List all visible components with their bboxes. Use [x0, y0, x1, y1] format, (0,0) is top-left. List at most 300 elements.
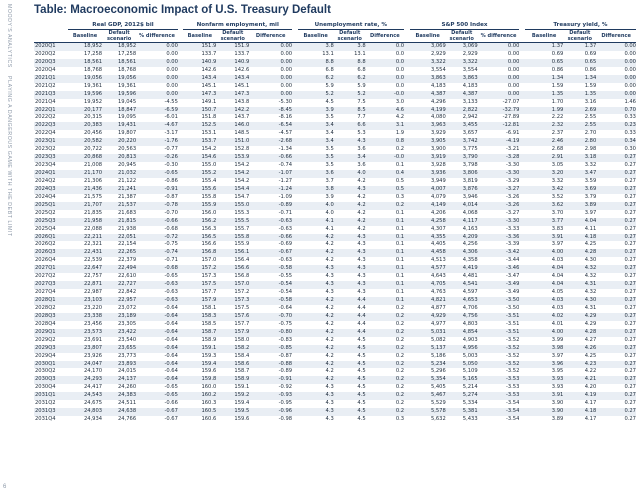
table-cell: 4,014	[446, 202, 478, 210]
table-cell: 21,008	[83, 162, 103, 169]
table-cell: 0.2	[395, 304, 405, 311]
table-cell: 4.04	[525, 281, 563, 289]
table-cell: 154.7	[234, 193, 250, 200]
table-cell: -0.75	[278, 320, 293, 327]
table-cell: 4.20	[584, 384, 597, 391]
table-cell: 4,419	[446, 265, 478, 273]
table-cell: -0.54	[249, 281, 292, 289]
table-cell: 5,082	[430, 336, 446, 343]
table-row	[34, 194, 636, 202]
table-cell: 142.2	[216, 107, 249, 115]
table-cell: 3.89	[563, 202, 596, 210]
table-cell: 5.9	[325, 82, 334, 89]
table-cell: 0.30	[624, 146, 636, 153]
table-cell: 0.8	[366, 138, 404, 146]
table-row	[34, 400, 636, 408]
row-quarter: 2027Q3	[34, 281, 68, 289]
table-cell: 0.1	[395, 289, 405, 296]
table-cell: 2.68	[551, 146, 564, 153]
row-quarter: 2030Q2	[35, 368, 56, 375]
col-header-default: Default scenario	[563, 30, 596, 43]
table-cell: -3.54	[505, 416, 520, 423]
table-cell: -1.76	[136, 138, 178, 146]
row-quarter: 2021Q2	[35, 82, 56, 89]
table-cell: 1.37	[525, 43, 563, 51]
table-cell: 0.2	[366, 345, 404, 353]
table-cell: -0.66	[249, 234, 292, 242]
table-cell: 4.04	[551, 273, 564, 280]
table-cell: 3,919	[410, 154, 446, 162]
table-cell: 24,638	[102, 408, 136, 416]
table-cell: -0.65	[164, 384, 178, 391]
table-cell: 5,234	[410, 361, 446, 369]
table-cell: 4.2	[325, 241, 334, 248]
table-cell: -0.71	[164, 257, 178, 264]
table-cell: 5,186	[430, 352, 446, 359]
table-cell: 3.98	[525, 345, 563, 353]
table-cell: 5,214	[462, 384, 478, 391]
table-cell: 3.83	[551, 225, 564, 232]
table-cell: 5,334	[462, 400, 478, 407]
table-cell: 4.31	[563, 281, 596, 289]
table-cell: 6.2	[298, 75, 334, 83]
table-cell: 4,481	[462, 273, 478, 280]
table-cell: 153.7	[183, 138, 216, 146]
table-cell: 4.3	[298, 408, 334, 416]
table-cell: 0.70	[596, 107, 636, 115]
table-cell: 3.99	[551, 336, 564, 343]
table-cell: 3,069	[410, 43, 446, 51]
table-cell: 156.2	[183, 218, 216, 226]
col-header-diff: Difference	[366, 30, 404, 43]
table-cell: 151.0	[216, 138, 249, 146]
table-cell: 0.2	[395, 400, 405, 407]
table-cell: -0.78	[136, 202, 178, 210]
table-cell: -0.63	[136, 297, 178, 305]
col-header-default: Default scenario	[216, 30, 249, 43]
table-cell: 1.37	[563, 43, 596, 51]
table-cell: 5,296	[430, 368, 446, 375]
table-cell: 145.1	[234, 82, 250, 89]
table-cell: 3.69	[563, 186, 596, 194]
table-cell: 24,137	[102, 376, 136, 384]
table-cell: 3.32	[584, 162, 597, 169]
table-cell: 157.9	[183, 297, 216, 305]
table-cell: 158.2	[216, 345, 249, 353]
table-cell: 4.2	[325, 320, 334, 327]
table-cell: -0.63	[249, 218, 292, 226]
table-cell: 4.30	[563, 297, 596, 305]
table-cell: 3.52	[551, 193, 564, 200]
table-cell: 18,561	[68, 59, 102, 67]
table-cell: -3.49	[478, 281, 520, 289]
table-cell: 4.0	[298, 202, 334, 210]
table-cell: 4,306	[446, 249, 478, 257]
table-cell: 23,773	[117, 352, 137, 359]
table-row	[34, 384, 636, 392]
table-cell: 0.2	[395, 336, 405, 343]
row-quarter: 2028Q3	[34, 313, 68, 321]
table-cell: -6.01	[164, 114, 178, 121]
table-cell: 4.2	[298, 234, 334, 242]
table-cell: 17,258	[83, 50, 103, 57]
table-cell: 0.2	[395, 384, 405, 391]
table-cell: 24,383	[102, 392, 136, 400]
table-cell: 0.1	[395, 273, 405, 280]
table-cell: 0.2	[366, 202, 404, 210]
column-header-row	[34, 30, 636, 43]
table-cell: 4,597	[462, 289, 478, 296]
table-cell: -0.83	[278, 336, 293, 343]
table-row	[34, 289, 636, 297]
table-cell: 4,206	[430, 209, 446, 216]
table-cell: 3,742	[446, 138, 478, 146]
row-quarter: 2023Q3	[34, 154, 68, 162]
table-cell: -0.70	[164, 209, 178, 216]
table-cell: 4.5	[334, 392, 366, 400]
table-cell: 22,051	[102, 234, 136, 242]
table-cell: -0.91	[136, 186, 178, 194]
row-quarter: 2022Q1	[34, 107, 68, 115]
table-cell: 4.32	[584, 273, 597, 280]
table-cell: 3.97	[551, 241, 564, 248]
table-cell: -6.91	[505, 130, 520, 137]
table-cell: 154.2	[234, 177, 250, 184]
table-cell: 0.00	[166, 82, 178, 89]
table-cell: 3,806	[446, 170, 478, 178]
table-cell: 0.27	[596, 249, 636, 257]
table-cell: 23,691	[83, 336, 103, 343]
table-cell: 4.3	[298, 392, 334, 400]
table-cell: -3.51	[478, 313, 520, 321]
table-cell: -32.79	[478, 107, 520, 115]
table-cell: -0.71	[278, 209, 293, 216]
table-cell: 0.27	[624, 177, 636, 184]
row-quarter: 2031Q1	[34, 392, 68, 400]
table-cell: -6.59	[136, 107, 178, 115]
table-cell: 2.32	[525, 122, 563, 130]
table-cell: -6.54	[249, 122, 292, 130]
table-cell: -0.63	[278, 257, 293, 264]
table-cell: 5.2	[334, 91, 366, 99]
table-cell: 19,596	[102, 91, 136, 99]
table-cell: 151.9	[183, 43, 216, 51]
table-row	[34, 408, 636, 416]
data-table	[34, 20, 636, 424]
table-row	[34, 329, 636, 337]
table-cell: 7.7	[357, 114, 366, 121]
row-quarter: 2029Q1	[34, 329, 68, 337]
table-cell: 3.8	[298, 43, 334, 51]
table-row	[34, 202, 636, 210]
table-cell: 4.5	[334, 408, 366, 416]
col-header-baseline: Baseline	[525, 30, 563, 43]
table-cell: 0.27	[596, 392, 636, 400]
table-cell: 4.2	[395, 114, 405, 121]
table-cell: 0.27	[624, 162, 636, 169]
table-cell: 3.97	[584, 209, 597, 216]
table-cell: 0.27	[624, 241, 636, 248]
table-cell: -0.64	[136, 329, 178, 337]
table-cell: 0.00	[596, 91, 636, 99]
table-cell: 0.34	[596, 138, 636, 146]
table-cell: 159.5	[216, 408, 249, 416]
table-cell: 3.6	[298, 170, 334, 178]
table-cell: -0.91	[249, 376, 292, 384]
table-cell: 13.1	[322, 50, 334, 57]
table-cell: 23,926	[83, 352, 103, 359]
table-cell: 4.25	[584, 241, 597, 248]
table-cell: 8.5	[334, 107, 366, 115]
table-cell: -0.95	[278, 400, 293, 407]
table-cell: 5,381	[446, 408, 478, 416]
table-cell: 154.2	[234, 162, 250, 169]
table-cell: 4.3	[325, 384, 334, 391]
row-quarter: 2029Q3	[34, 345, 68, 353]
table-cell: -0.87	[278, 352, 293, 359]
table-cell: 155.8	[201, 193, 217, 200]
table-cell: 0.27	[596, 170, 636, 178]
table-cell: -12.81	[478, 122, 520, 130]
table-cell: 0.69	[551, 50, 564, 57]
row-quarter: 2025Q1	[34, 202, 68, 210]
table-cell: 4.2	[325, 368, 334, 375]
table-cell: 3,876	[446, 186, 478, 194]
table-cell: -0.74	[278, 162, 293, 169]
table-cell: 3.47	[563, 170, 596, 178]
table-cell: 21,170	[68, 170, 102, 178]
table-cell: 19,361	[83, 82, 103, 89]
table-cell: 0.27	[624, 400, 636, 407]
table-cell: 2,822	[446, 107, 478, 115]
table-cell: 4.2	[357, 225, 366, 232]
table-cell: -0.67	[164, 416, 178, 423]
table-cell: 158.9	[201, 336, 217, 343]
table-row	[34, 51, 636, 59]
table-cell: 3.0	[395, 98, 405, 105]
table-cell: 2.98	[584, 146, 597, 153]
table-cell: 4,653	[446, 297, 478, 305]
table-cell: 0.00	[249, 75, 292, 83]
table-cell: 0.23	[596, 122, 636, 130]
table-cell: 24,543	[68, 392, 102, 400]
table-cell: 156.8	[183, 249, 216, 257]
table-cell: 3,963	[410, 122, 446, 130]
table-cell: 0.27	[624, 225, 636, 232]
table-cell: 3.18	[563, 154, 596, 162]
table-cell: 4,163	[462, 225, 478, 232]
table-cell: 20,563	[117, 146, 137, 153]
table-cell: 21,537	[102, 202, 136, 210]
table-cell: 4,068	[462, 209, 478, 216]
table-cell: 4.3	[334, 186, 366, 194]
table-cell: 145.1	[201, 82, 217, 89]
table-cell: 21,575	[83, 193, 103, 200]
table-cell: 3.91	[525, 392, 563, 400]
table-cell: 0.1	[395, 225, 405, 232]
row-quarter: 2025Q3	[34, 218, 68, 226]
table-cell: 5,165	[446, 376, 478, 384]
table-cell: 143.7	[234, 114, 250, 121]
table-cell: 0.27	[596, 265, 636, 273]
table-cell: 0.00	[478, 75, 520, 83]
table-cell: -0.0	[366, 154, 404, 162]
table-row	[34, 154, 636, 162]
table-cell: 133.7	[201, 50, 217, 57]
table-cell: 4.3	[334, 249, 366, 257]
table-row	[34, 218, 636, 226]
table-cell: 0.27	[596, 186, 636, 194]
table-cell: 4.3	[334, 138, 366, 146]
table-cell: 4.2	[298, 361, 334, 369]
table-cell: 4.2	[357, 177, 366, 184]
table-cell: 4,307	[430, 225, 446, 232]
col-header-default: Default scenario	[102, 30, 136, 43]
table-cell: 0.1	[395, 257, 405, 264]
table-cell: 4.2	[298, 329, 334, 337]
table-cell: -3.53	[478, 376, 520, 384]
table-cell: 4.5	[334, 361, 366, 369]
table-cell: -3.53	[505, 384, 520, 391]
table-cell: 20,582	[68, 138, 102, 146]
table-cell: -3.30	[478, 170, 520, 178]
table-cell: -0.93	[249, 392, 292, 400]
table-cell: 18,952	[68, 43, 102, 51]
table-cell: 0.00	[249, 43, 292, 51]
table-cell: -0.77	[164, 146, 178, 153]
table-cell: 20,945	[117, 162, 137, 169]
table-cell: 4.3	[357, 241, 366, 248]
table-cell: 158.7	[183, 329, 216, 337]
table-cell: 155.0	[216, 202, 249, 210]
table-cell: 21,241	[102, 186, 136, 194]
table-cell: 4.2	[298, 376, 334, 384]
table-cell: -0.63	[278, 225, 293, 232]
table-cell: 4.3	[325, 416, 334, 423]
table-cell: -0.80	[249, 329, 292, 337]
table-cell: 0.3	[395, 416, 405, 423]
table-cell: 4.18	[563, 234, 596, 242]
row-quarter: 2026Q2	[35, 241, 56, 248]
group-header-row	[34, 20, 636, 30]
col-header-baseline: Baseline	[183, 30, 216, 43]
table-cell: -0.86	[164, 177, 178, 184]
table-cell: 2.69	[563, 107, 596, 115]
table-cell: 0.27	[624, 384, 636, 391]
table-cell: 24,675	[83, 400, 103, 407]
table-cell: 19,056	[68, 75, 102, 83]
table-cell: 4,458	[410, 249, 446, 257]
table-row	[34, 234, 636, 242]
row-quarter: 2023Q2	[35, 146, 56, 153]
table-cell: 18,952	[102, 43, 136, 51]
table-cell: 22,265	[102, 249, 136, 257]
table-cell: -0.66	[164, 400, 178, 407]
table-cell: -0.65	[136, 392, 178, 400]
table-cell: 4,956	[446, 345, 478, 353]
table-cell: 0.00	[166, 66, 178, 73]
table-cell: -3.52	[505, 368, 520, 375]
row-quarter: 2021Q4	[35, 98, 56, 105]
row-quarter: 2027Q2	[35, 273, 56, 280]
table-cell: -4.55	[164, 98, 178, 105]
table-row	[34, 186, 636, 194]
table-cell: -3.26	[505, 193, 520, 200]
table-cell: 5,003	[462, 352, 478, 359]
table-cell: -0.58	[249, 265, 292, 273]
table-cell: 140.9	[216, 59, 249, 67]
table-cell: 4.5	[325, 98, 334, 105]
table-cell: 2.46	[525, 138, 563, 146]
table-cell: 4.29	[584, 320, 597, 327]
table-cell: 4,903	[462, 336, 478, 343]
table-cell: 2.70	[584, 130, 597, 137]
table-cell: -3.27	[478, 186, 520, 194]
table-cell: -0.75	[164, 241, 178, 248]
col-header-diff: Difference	[249, 30, 292, 43]
table-cell: 4.5	[357, 352, 366, 359]
table-cell: 1.59	[551, 82, 564, 89]
row-quarter: 2026Q3	[34, 249, 68, 257]
table-cell: 6.8	[325, 66, 334, 73]
table-cell: 4,763	[430, 289, 446, 296]
col-header-baseline: Baseline	[410, 30, 446, 43]
table-cell: 0.27	[624, 273, 636, 280]
table-cell: 23,103	[68, 297, 102, 305]
table-cell: 3.20	[525, 170, 563, 178]
row-quarter: 2029Q4	[35, 352, 56, 359]
table-cell: -0.64	[136, 361, 178, 369]
row-quarter: 2030Q1	[34, 361, 68, 369]
table-cell: 2.91	[525, 154, 563, 162]
table-cell: 155.0	[201, 162, 217, 169]
table-row	[34, 337, 636, 345]
table-cell: 21,436	[68, 186, 102, 194]
table-cell: 3,069	[446, 43, 478, 51]
table-cell: 3.4	[298, 138, 334, 146]
table-cell: 6.6	[334, 122, 366, 130]
table-row	[34, 273, 636, 281]
table-cell: -0.68	[136, 265, 178, 273]
table-cell: 5,578	[410, 408, 446, 416]
table-cell: 4.32	[563, 265, 596, 273]
table-cell: -0.66	[249, 154, 292, 162]
table-cell: 0.1	[395, 162, 405, 169]
table-cell: 160.3	[201, 400, 217, 407]
table-cell: 0.65	[525, 59, 563, 67]
table-cell: -3.51	[478, 329, 520, 337]
table-cell: 4.0	[334, 170, 366, 178]
table-cell: 4.3	[357, 257, 366, 264]
table-cell: 20,868	[68, 154, 102, 162]
table-cell: 0.00	[624, 50, 636, 57]
table-cell: 156.6	[201, 241, 217, 248]
row-quarter: 2022Q3	[34, 122, 68, 130]
table-cell: 3,322	[446, 59, 478, 67]
table-cell: -3.39	[505, 241, 520, 248]
table-cell: 4,756	[446, 313, 478, 321]
table-cell: 19,431	[102, 122, 136, 130]
table-cell: 0.1	[395, 209, 405, 216]
table-cell: 2,929	[430, 50, 446, 57]
table-cell: 158.0	[234, 336, 250, 343]
table-cell: 4.0	[325, 209, 334, 216]
table-cell: 3.96	[525, 361, 563, 369]
table-cell: 0.27	[624, 304, 636, 311]
table-cell: 0.27	[596, 297, 636, 305]
table-cell: 156.6	[216, 265, 249, 273]
table-cell: 0.27	[596, 376, 636, 384]
